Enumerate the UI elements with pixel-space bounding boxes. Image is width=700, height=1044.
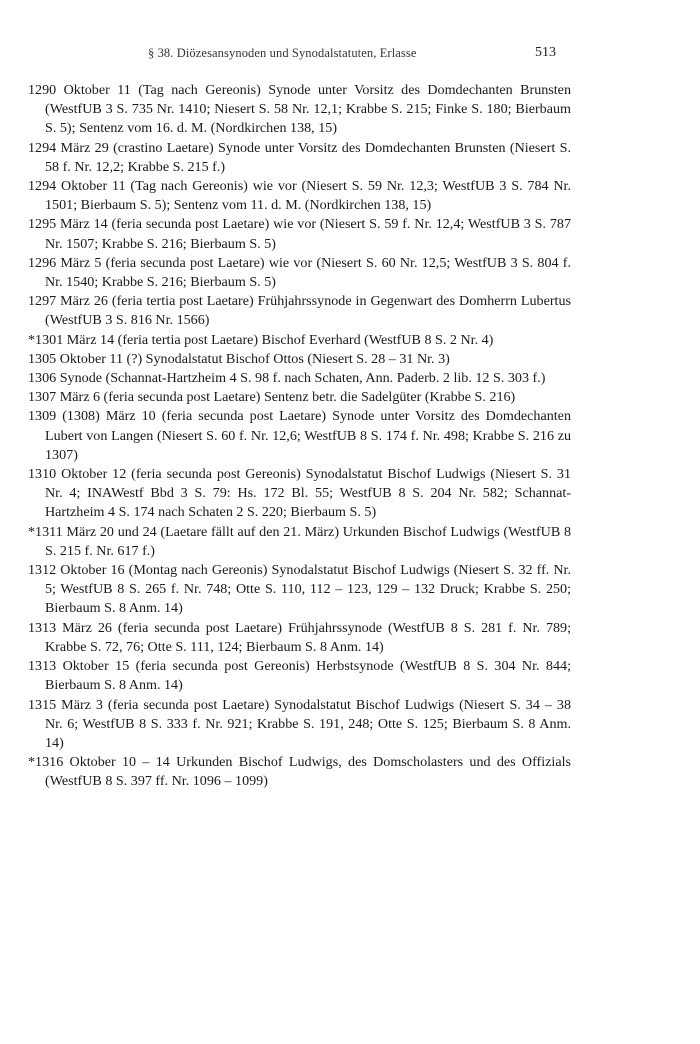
running-head-title: § 38. Diözesansynoden und Synodalstatuten, Erlasse (148, 46, 417, 60)
running-head (0, 46, 700, 66)
list-item: 1297 März 26 (feria tertia post Laetare) Frühjahrssynode in Gegenwart des Domherrn Lubertus (WestfUB 3 S. 816 Nr. 1566) (28, 293, 571, 329)
list-item: 1306 Synode (Schannat-Hartzheim 4 S. 98 f. nach Schaten, Ann. Paderb. 2 lib. 12 S. 303 f.) (28, 370, 546, 387)
list-item: *1311 März 20 und 24 (Laetare fällt auf den 21. März) Urkunden Bischof Ludwigs (WestfUB 8 S. 215 f. Nr. 617 f.) (28, 523, 571, 559)
list-item: *1301 März 14 (feria tertia post Laetare) Bischof Everhard (WestfUB 8 S. 2 Nr. 4) (28, 331, 494, 348)
page-number: 513 (535, 45, 556, 60)
list-item: 1294 Oktober 11 (Tag nach Gereonis) wie vor (Niesert S. 59 Nr. 12,3; WestfUB 3 S. 784 Nr. 1501; Bierbaum S. 5); Sentenz vom 11. d. M. (Nordkirchen 138, 15) (28, 178, 571, 214)
list-item: 1310 Oktober 12 (feria secunda post Gereonis) Synodalstatut Bischof Ludwigs (Niesert S. 31 Nr. 4; INAWestf Bbd 3 S. 79: Hs. 172 Bl. 55; WestfUB 8 S. 204 Nr. 582; Schannat-Hartzheim 4 S. 174 nach Schaten 2 S. 220; Bierbaum S. 5) (28, 466, 571, 521)
list-item: *1316 Oktober 10 – 14 Urkunden Bischof Ludwigs, des Domscholasters und des Offizials (WestfUB 8 S. 397 ff. Nr. 1096 – 1099) (28, 754, 571, 790)
list-item: 1290 Oktober 11 (Tag nach Gereonis) Synode unter Vorsitz des Domdechanten Brunsten (WestfUB 3 S. 735 Nr. 1410; Niesert S. 58 Nr. 12,1; Krabbe S. 215; Finke S. 180; Bierbaum S. 5); Sentenz vom 16. d. M. (Nordkirchen 138, 15) (28, 82, 571, 137)
list-item: 1309 (1308) März 10 (feria secunda post Laetare) Synode unter Vorsitz des Domdechanten Lubert von Langen (Niesert S. 60 f. Nr. 12,6; WestfUB 8 S. 174 f. Nr. 498; Krabbe S. 216 zu 1307) (28, 408, 571, 463)
list-item: 1313 März 26 (feria secunda post Laetare) Frühjahrssynode (WestfUB 8 S. 281 f. Nr. 789; Krabbe S. 72, 76; Otte S. 111, 124; Bierbaum S. 8 Anm. 14) (28, 619, 571, 655)
list-item: 1296 März 5 (feria secunda post Laetare) wie vor (Niesert S. 60 Nr. 12,5; WestfUB 3 S. 804 f. Nr. 1540; Krabbe S. 216; Bierbaum S. 5) (28, 254, 571, 291)
list-item: 1305 Oktober 11 (?) Synodalstatut Bischof Ottos (Niesert S. 28 – 31 Nr. 3) (28, 350, 450, 367)
list-item: 1307 März 6 (feria secunda post Laetare) Sentenz betr. die Sadelgüter (Krabbe S. 216) (28, 389, 516, 406)
list-item: 1312 Oktober 16 (Montag nach Gereonis) Synodalstatut Bischof Ludwigs (Niesert S. 32 ff. Nr. 5; WestfUB 8 S. 265 f. Nr. 748; Otte S. 110, 112 – 123, 129 – 132 Druck; Krabbe S. 250; Bierbaum S. 8 Anm. 14) (28, 562, 571, 617)
synod-entry-list (28, 81, 571, 792)
list-item: 1313 Oktober 15 (feria secunda post Gereonis) Herbstsynode (WestfUB 8 S. 304 Nr. 844; Bierbaum S. 8 Anm. 14) (28, 658, 571, 694)
list-item: 1294 März 29 (crastino Laetare) Synode unter Vorsitz des Domdechanten Brunsten (Niesert S. 58 f. Nr. 12,2; Krabbe S. 215 f.) (28, 139, 571, 175)
list-item: 1295 März 14 (feria secunda post Laetare) wie vor (Niesert S. 59 f. Nr. 12,4; WestfUB 3 S. 787 Nr. 1507; Krabbe S. 216; Bierbaum S. 5) (28, 216, 571, 252)
list-item: 1315 März 3 (feria secunda post Laetare) Synodalstatut Bischof Ludwigs (Niesert S. 34 – 38 Nr. 6; WestfUB 8 S. 333 f. Nr. 921; Krabbe S. 191, 248; Otte S. 125; Bierbaum S. 8 Anm. 14) (28, 696, 571, 751)
